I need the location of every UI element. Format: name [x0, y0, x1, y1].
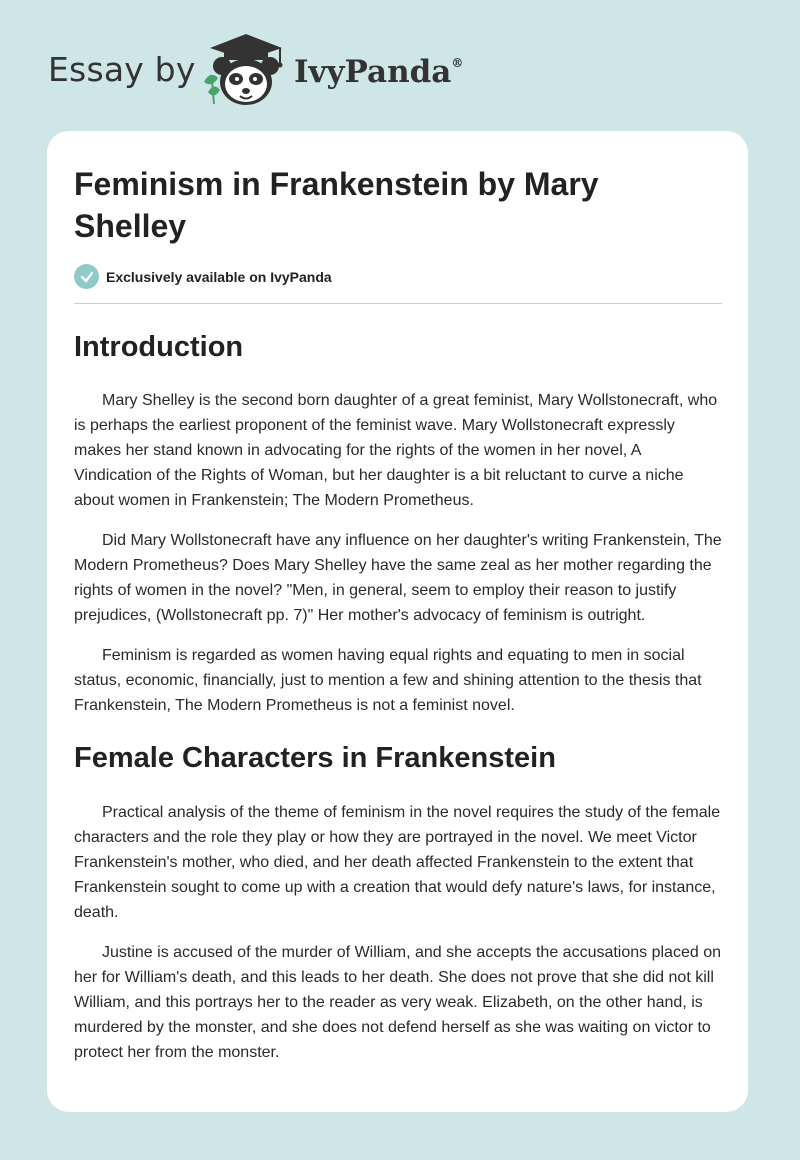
paragraph: Mary Shelley is the second born daughter of a great feminist, Mary Wollstonecraft, who is perhaps the earliest proponent of the feminist wave. Mary Wollstonecraft expressly makes her stand known in advocating for the rights of the women in her novel, A Vindication of the Rights of Woman, but her daughter is a bit reluctant to curve a niche about women in Frankenstein; The Modern Prometheus.	[74, 392, 718, 509]
essay-body	[74, 321, 722, 1065]
ivypanda-wordmark[interactable]: IvyPanda®	[294, 54, 464, 90]
essay-title: Feminism in Frankenstein by Mary Shelley	[74, 166, 599, 244]
paragraph: Did Mary Wollstonecraft have any influence on her daughter's writing Frankenstein, The Modern Prometheus? Does Mary Shelley have the same zeal as her mother regarding the rights of women in the novel? "Men, in general, seem to employ their reason to justify prejudices, (Wollstonecraft pp. 7)" Her mother's advocacy of feminism is outright.	[74, 532, 722, 624]
exclusive-badge	[74, 264, 332, 289]
ivypanda-logo[interactable]	[200, 30, 292, 108]
paragraph: Practical analysis of the theme of feminism in the novel requires the study of the female characters and the role they play or how they are portrayed in the novel. We meet Victor Frankenstein's mother, who died, and her death affected Frankenstein to the extent that Frankenstein sought to come up with a creation that would defy nature's laws, for instance, death.	[74, 804, 721, 921]
paragraph: Justine is accused of the murder of William, and she accepts the accusations placed on her for William's death, and this leads to her death. She does not prove that she did not kill William, and this portrays her to the reader as very weak. Elizabeth, on the other hand, is murdered by the monster, and she does not defend herself as she was waiting on victor to protect her from the monster.	[74, 944, 721, 1061]
essay-card	[47, 131, 748, 1112]
checkmark-icon	[74, 264, 99, 289]
essay-by-label: Essay by	[48, 50, 196, 89]
section-heading-introduction: Introduction	[74, 331, 244, 363]
divider	[74, 303, 722, 304]
site-header	[0, 0, 800, 130]
section-heading-female-characters: Female Characters in Frankenstein	[74, 742, 556, 774]
panda-graduate-icon	[200, 30, 292, 108]
paragraph: Feminism is regarded as women having equal rights and equating to men in social status, economic, financially, just to mention a few and shining attention to the thesis that Frankenstein, The Modern Prometheus is not a feminist novel.	[74, 647, 702, 714]
exclusive-label: Exclusively available on IvyPanda	[106, 268, 332, 285]
